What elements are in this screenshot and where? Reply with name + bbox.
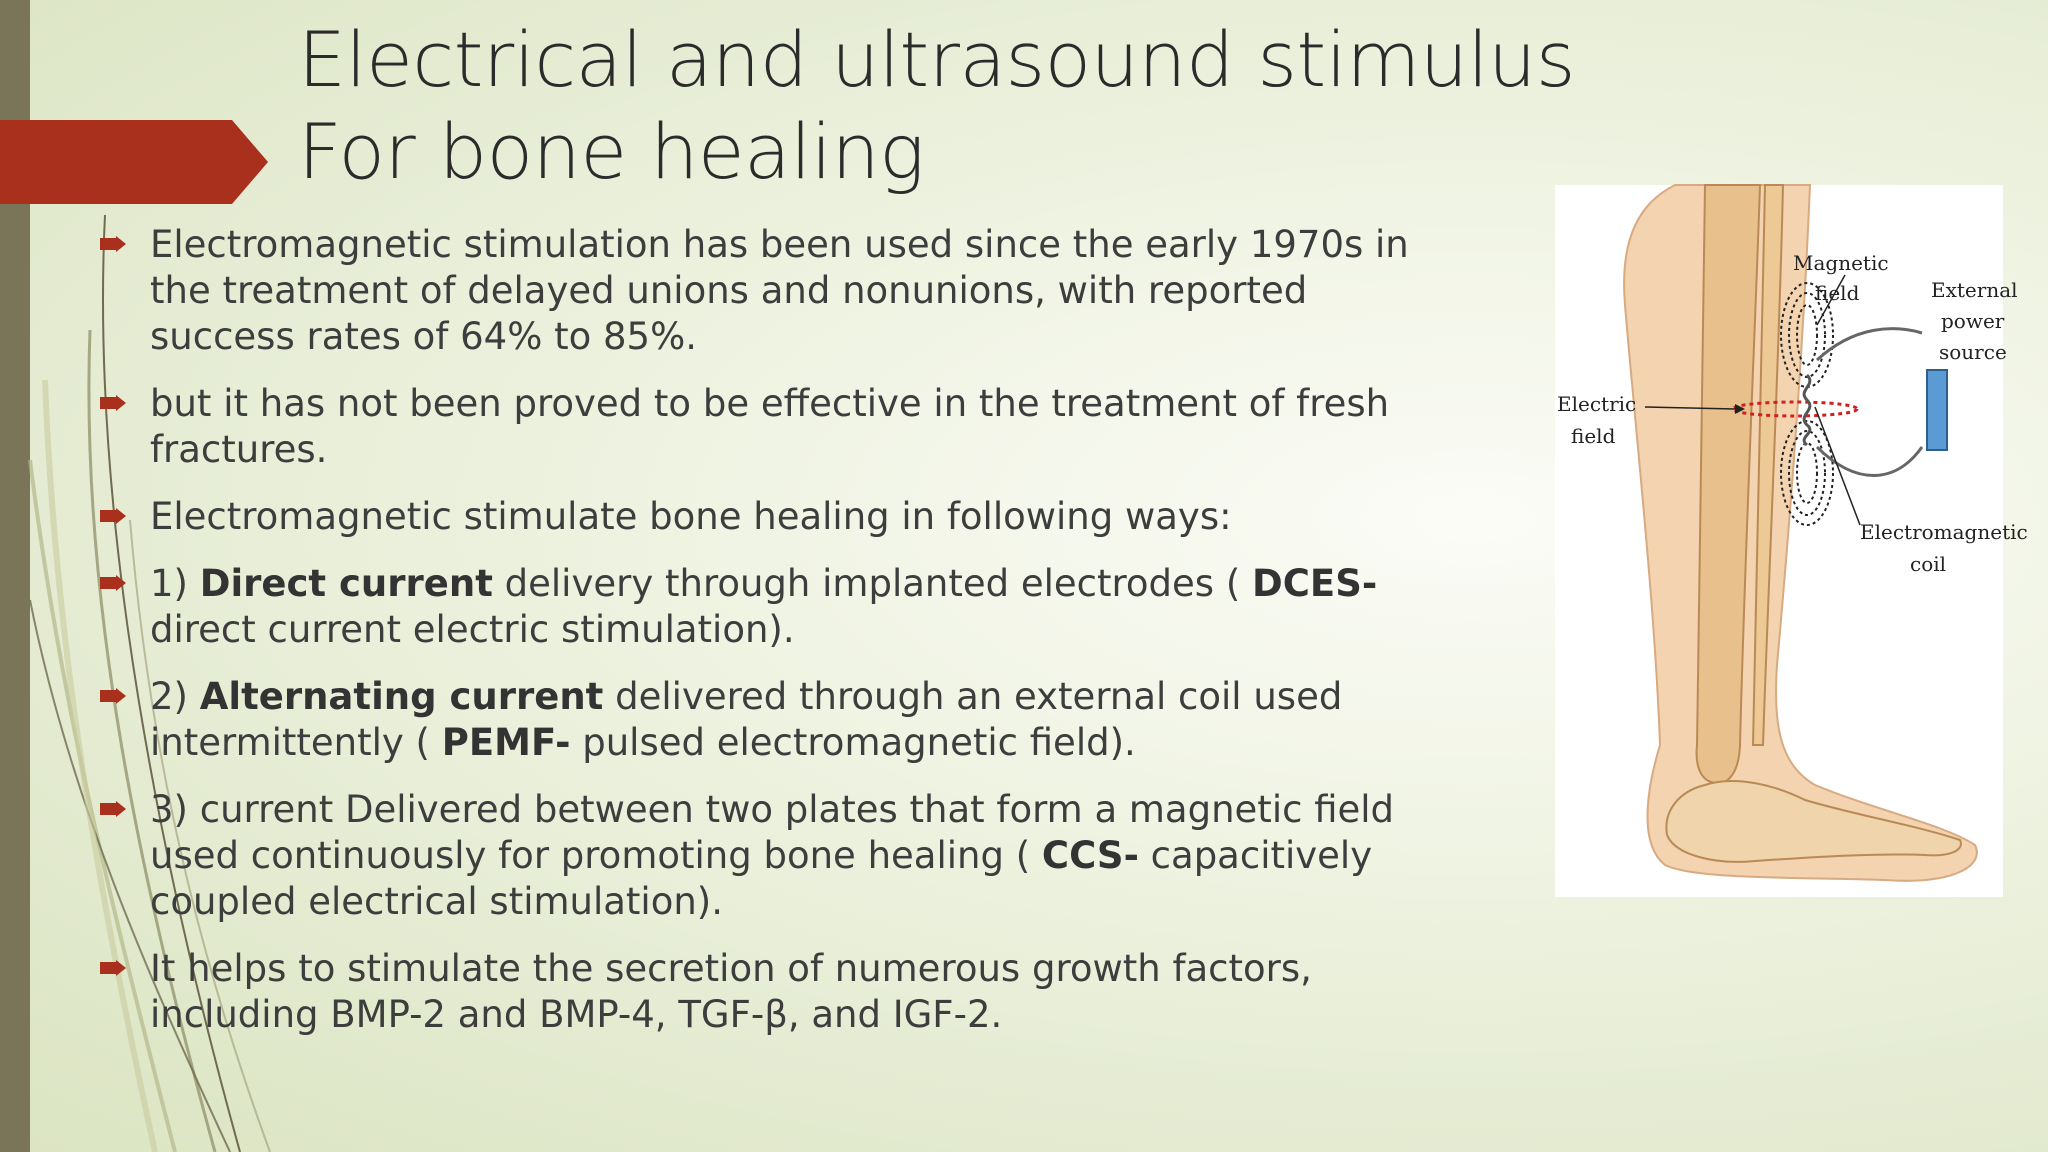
bullet-item <box>100 946 1450 1038</box>
bullet-item <box>100 381 1450 473</box>
bullet-text: direct current electric stimulation). <box>150 608 795 651</box>
arrow-bullet-icon <box>100 960 126 976</box>
external-label-line3: source <box>1939 340 2007 364</box>
bullet-text: capacitively coupled electrical stimulation). <box>150 834 1373 923</box>
magnetic-field-label-line2: field <box>1815 281 1860 305</box>
bullet-text: 1) <box>150 562 200 605</box>
electric-field-label-line2: field <box>1571 424 1616 448</box>
bullet-text: Electromagnetic stimulate bone healing in following ways: <box>150 495 1232 538</box>
leg-stimulation-figure <box>1555 185 2028 897</box>
bullet-item <box>100 222 1450 360</box>
bullet-text: Electromagnetic stimulation has been used since the early 1970s in the treatment of delayed unions and nonunions, with reported success rates of 64% to 85%. <box>150 223 1409 358</box>
bullet-item <box>100 494 1450 540</box>
arrow-bullet-icon <box>100 395 126 411</box>
slide-title: Electrical and ultrasound stimulus For bone healing <box>298 15 1575 196</box>
arrow-bullet-icon <box>100 801 126 817</box>
bullet-list <box>100 222 1450 1059</box>
bullet-text: 2) <box>150 675 200 718</box>
bullet-item <box>100 787 1450 925</box>
bullet-text: It helps to stimulate the secretion of numerous growth factors, including BMP-2 and BMP-4, TGF-β, and IGF-2. <box>150 947 1312 1036</box>
bullet-bold-term: CCS- <box>1041 834 1139 877</box>
arrow-bullet-icon <box>100 688 126 704</box>
external-label-line2: power <box>1941 309 2005 333</box>
arrow-bullet-icon <box>100 575 126 591</box>
arrow-bullet-icon <box>100 508 126 524</box>
bullet-bold-term: Alternating current <box>199 675 604 718</box>
bullet-item <box>100 561 1450 653</box>
arrow-bullet-icon <box>100 236 126 252</box>
bullet-text: pulsed electromagnetic field). <box>570 721 1136 764</box>
external-power-device <box>1927 370 1947 450</box>
magnetic-field-label-line1: Magnetic <box>1793 251 1889 275</box>
bullet-text: but it has not been proved to be effective in the treatment of fresh fractures. <box>150 382 1390 471</box>
external-label-line1: External <box>1931 278 2018 302</box>
bullet-item <box>100 674 1450 766</box>
bullet-text: delivery through implanted electrodes ( <box>492 562 1253 605</box>
bullet-text: delivered through an external coil used intermittently ( <box>150 675 1343 764</box>
electric-field-label-line1: Electric <box>1557 392 1637 416</box>
bullet-bold-term: DCES- <box>1252 562 1378 605</box>
coil-label-line1: Electromagnetic <box>1860 520 2028 544</box>
bullet-text: 3) current Delivered between two plates that form a magnetic field used continuously for promoting bone healing ( <box>150 788 1395 877</box>
coil-label-line2: coil <box>1910 552 1947 576</box>
title-arrow-accent <box>0 120 268 204</box>
bullet-bold-term: PEMF- <box>441 721 571 764</box>
bullet-bold-term: Direct current <box>199 562 493 605</box>
